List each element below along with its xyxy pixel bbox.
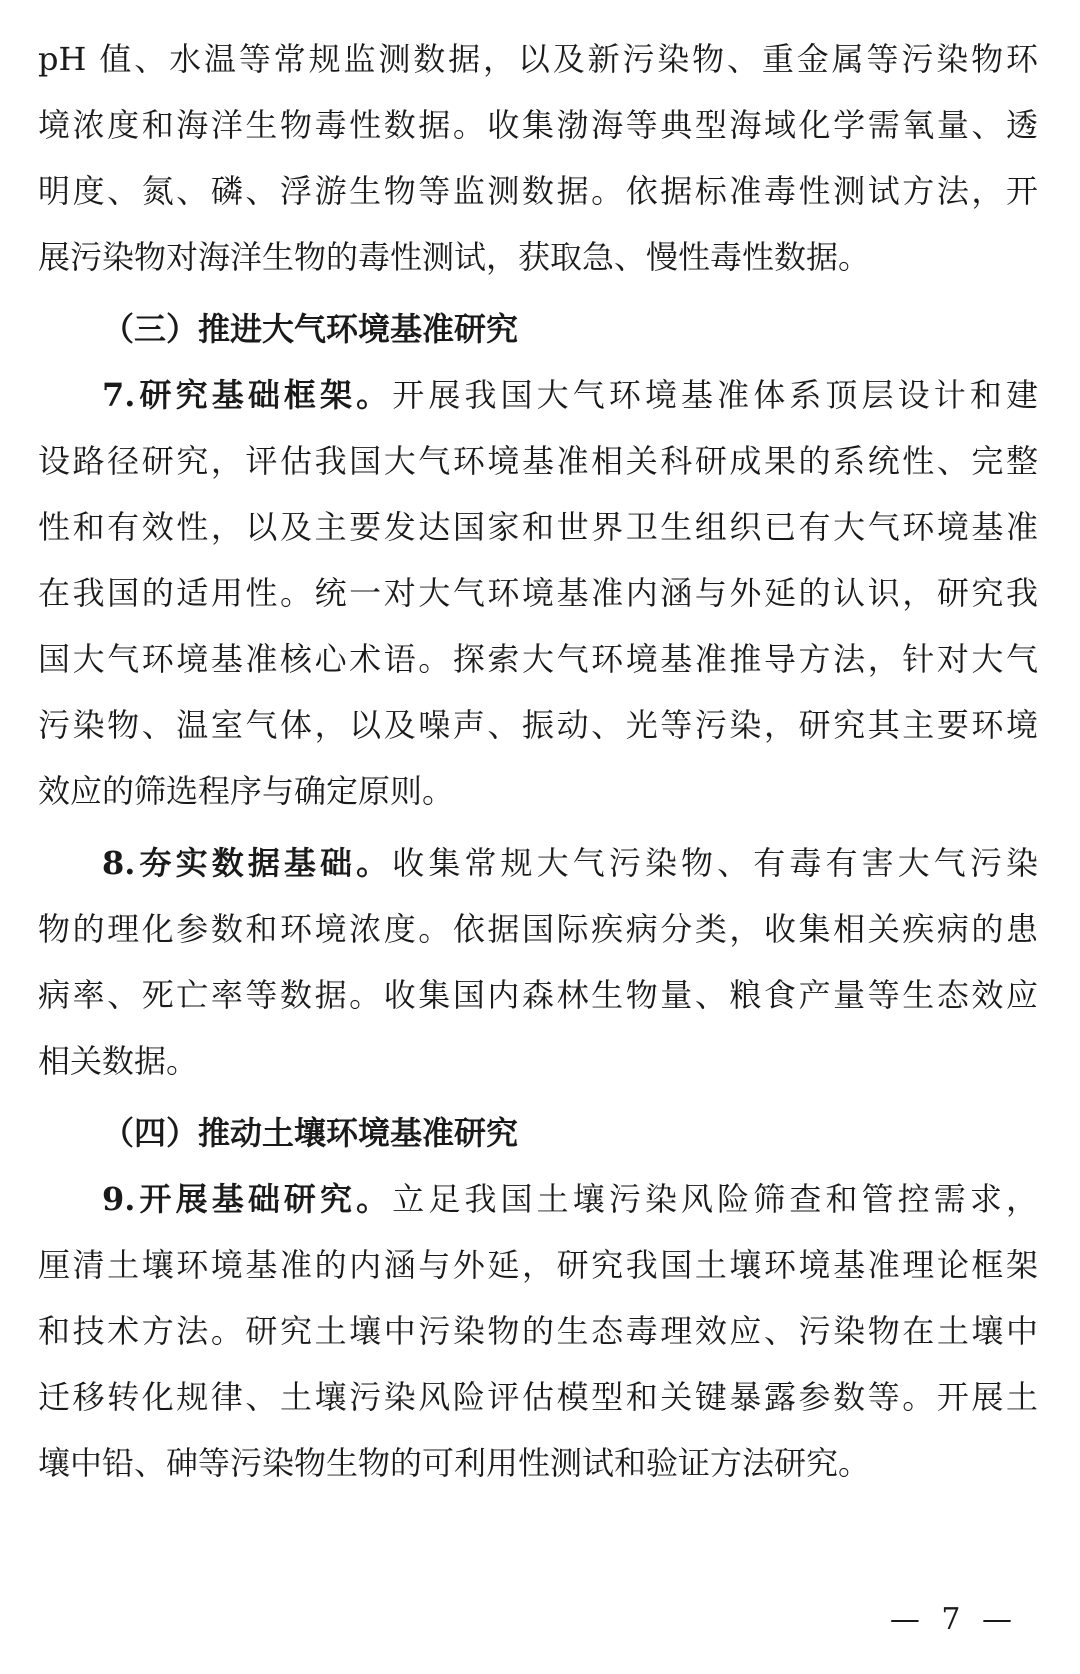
item-7-paragraph <box>38 362 1038 824</box>
item-9-text: 立足我国土壤污染风险筛查和管控需求， <box>392 1180 1038 1218</box>
item-7-label: 7.研究基础框架。 <box>102 376 393 414</box>
text-line: 和技术方法。研究土壤中污染物的生态毒理效应、污染物在土壤中 <box>38 1312 1038 1350</box>
section-heading-3: （三）推进大气环境基准研究 <box>102 310 519 348</box>
text-line: 国大气环境基准核心术语。探索大气环境基准推导方法，针对大气 <box>38 640 1038 678</box>
text-line: 病率、死亡率等数据。收集国内森林生物量、粮食产量等生态效应 <box>38 976 1038 1014</box>
text-line: 性和有效性，以及主要发达国家和世界卫生组织已有大气环境基准 <box>38 508 1038 546</box>
text-line: 污染物、温室气体，以及噪声、振动、光等污染，研究其主要环境 <box>38 706 1038 744</box>
item-8-text: 收集常规大气污染物、有毒有害大气污染 <box>392 844 1038 882</box>
text-line: 物的理化参数和环境浓度。依据国际疾病分类，收集相关疾病的患 <box>38 910 1038 948</box>
item-9-paragraph <box>38 1166 1038 1496</box>
text-line: 展污染物对海洋生物的毒性测试，获取急、慢性毒性数据。 <box>38 238 871 276</box>
item-9-first-line <box>38 1166 1038 1232</box>
text-line: 效应的筛选程序与确定原则。 <box>38 772 455 810</box>
text-line: 境浓度和海洋生物毒性数据。收集渤海等典型海域化学需氧量、透 <box>38 106 1038 144</box>
item-8-paragraph <box>38 830 1038 1094</box>
section-heading-4: （四）推动土壤环境基准研究 <box>102 1114 519 1152</box>
item-7-text: 开展我国大气环境基准体系顶层设计和建 <box>392 376 1038 414</box>
page-number: — 7 — <box>889 1602 1018 1637</box>
item-9-label: 9.开展基础研究。 <box>102 1180 393 1218</box>
document-body <box>38 26 1038 1496</box>
paragraph-marine-data <box>38 26 1038 290</box>
text-line: pH 值、水温等常规监测数据，以及新污染物、重金属等污染物环 <box>38 40 1038 78</box>
text-line: 迁移转化规律、土壤污染风险评估模型和关键暴露参数等。开展土 <box>38 1378 1038 1416</box>
text-line: 明度、氮、磷、浮游生物等监测数据。依据标准毒性测试方法，开 <box>38 172 1038 210</box>
item-7-first-line <box>38 362 1038 428</box>
text-line: 设路径研究，评估我国大气环境基准相关科研成果的系统性、完整 <box>38 442 1038 480</box>
text-line: 壤中铅、砷等污染物生物的可利用性测试和验证方法研究。 <box>38 1444 871 1482</box>
item-8-first-line <box>38 830 1038 896</box>
text-line: 相关数据。 <box>38 1042 199 1080</box>
text-line: 在我国的适用性。统一对大气环境基准内涵与外延的认识，研究我 <box>38 574 1038 612</box>
item-8-label: 8.夯实数据基础。 <box>102 844 393 882</box>
text-line: 厘清土壤环境基准的内涵与外延，研究我国土壤环境基准理论框架 <box>38 1246 1038 1284</box>
